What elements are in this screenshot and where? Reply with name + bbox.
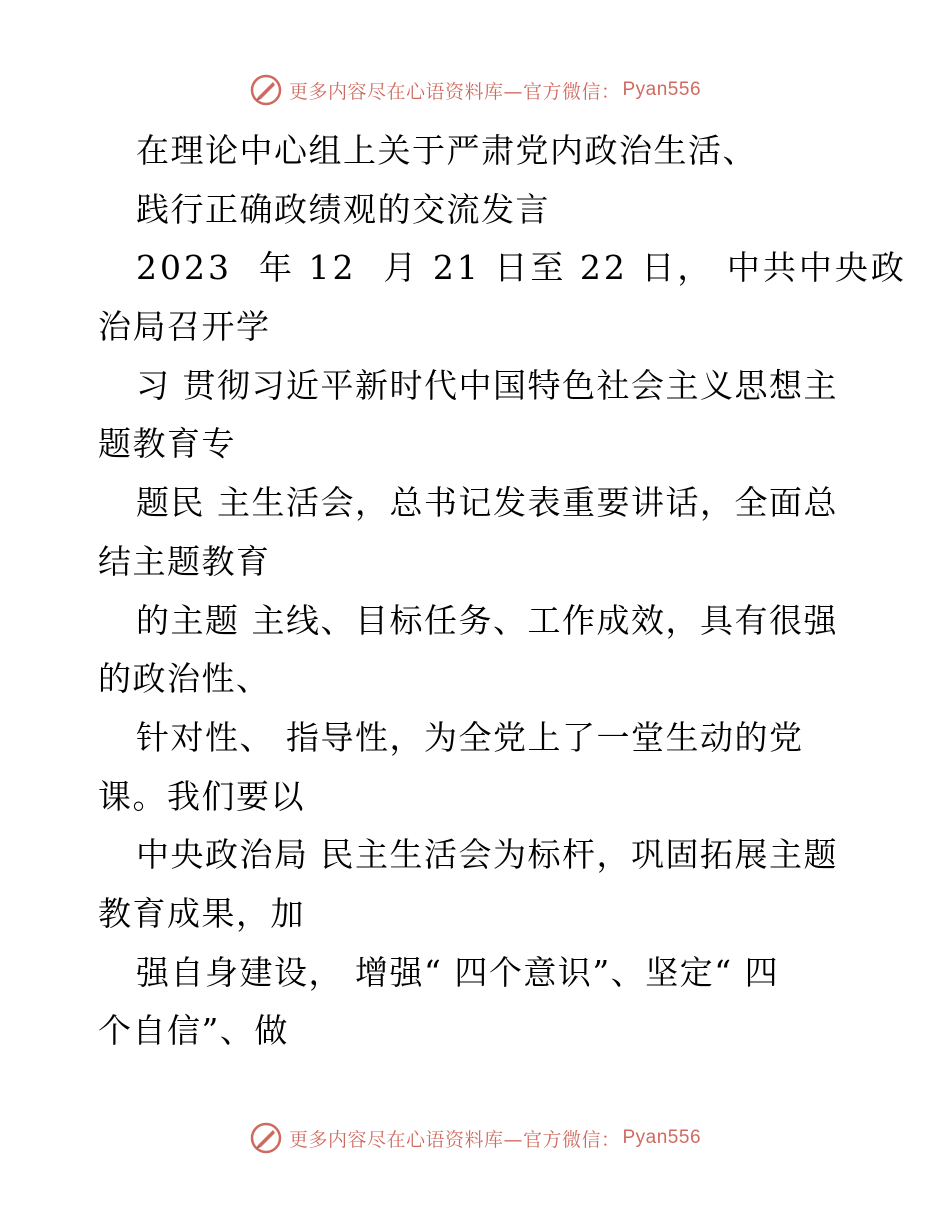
doc-line: 题教育专 [98, 424, 236, 464]
doc-line: 强自身建设， 增强“ 四个意识”、坚定“ 四 [136, 952, 780, 992]
doc-line: 个自信”、做 [98, 1011, 289, 1051]
doc-line: 的主题 主线、目标任务、工作成效，具有很强 [136, 600, 838, 640]
quill-logo-icon [249, 73, 283, 107]
watermark-header [0, 72, 950, 108]
doc-line: 课。我们要以 [98, 776, 305, 816]
watermark-handle: Pyan556 [622, 79, 702, 100]
watermark-text: 更多内容尽在心语资料库—官方微信： [288, 80, 621, 103]
quill-logo-icon [249, 1121, 283, 1155]
watermark-footer [0, 1120, 950, 1156]
watermark-handle: Pyan556 [622, 1127, 702, 1148]
watermark-text: 更多内容尽在心语资料库—官方微信： [288, 1128, 621, 1151]
document-body [98, 122, 907, 1061]
doc-line: 践行正确政绩观的交流发言 [136, 189, 550, 229]
doc-line: 针对性、 指导性，为全党上了一堂生动的党 [136, 717, 804, 757]
doc-line: 中央政治局 民主生活会为标杆，巩固拓展主题 [136, 835, 838, 875]
doc-line: 治局召开学 [98, 307, 271, 347]
doc-line: 习 贯彻习近平新时代中国特色社会主义思想主 [136, 365, 838, 405]
doc-line: 教育成果，加 [98, 893, 305, 933]
doc-line: 在理论中心组上关于严肃党内政治生活、 [136, 131, 757, 170]
doc-line: 的政治性、 [98, 659, 271, 699]
doc-line: 2023 年 12 月 21 日至 22 日， 中共中央政 [136, 248, 907, 288]
doc-line: 结主题教育 [98, 541, 271, 581]
doc-line: 题民 主生活会，总书记发表重要讲话，全面总 [136, 483, 838, 523]
